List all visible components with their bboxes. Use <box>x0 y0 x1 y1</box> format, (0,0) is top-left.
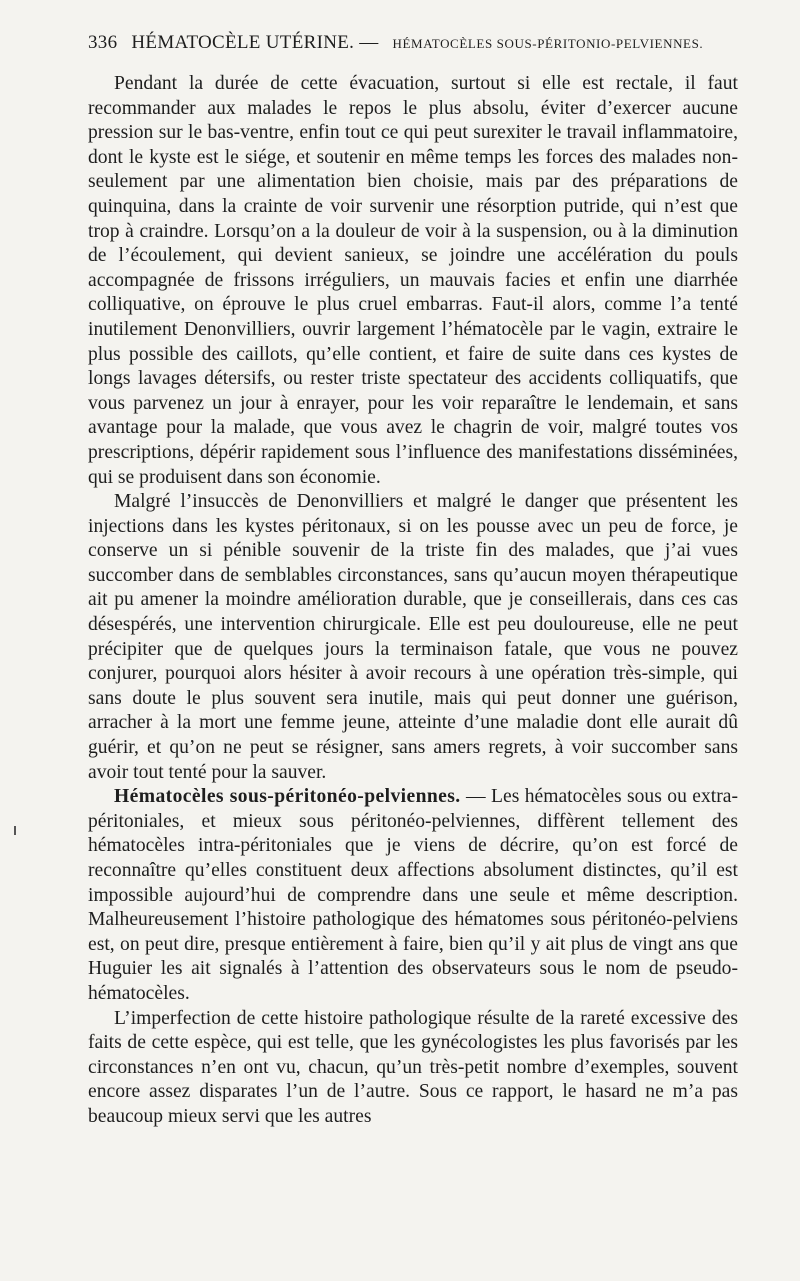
paragraph-3-text: — Les hématocèles sous ou extra-péritoniales, et mieux sous péritonéo-pelviennes, diffèrent tellement des hématocèles intra-péritoniales que je viens de décrire, qu’on est forcé de reconnaître qu’elles constituent deux affections absolument distinctes, qu’il est impossible aujourd’hui de comprendre dans une seule et même description. Malheureusement l’histoire pathologique des hématomes sous péritonéo-pelviens est, on peut dire, presque entièrement à faire, bien qu’il y ait plus de vingt ans que Huguier les ait signalés à l’attention des observateurs sous le nom de pseudo-hématocèles. <box>88 786 738 1004</box>
paragraph-4: L’imperfection de cette histoire pathologique résulte de la rareté excessive des faits de cette espèce, qui est telle, que les gynécologistes les plus favorisés par les circonstances n’en ont vu, chacun, qu’un très-petit nombre d’exemples, souvent encore assez disparates l’un de l’autre. Sous ce rapport, le hasard ne m’a pas beaucoup mieux servi que les autres <box>88 1007 738 1127</box>
margin-mark <box>14 826 16 835</box>
paragraph-3 <box>88 785 738 1006</box>
section-running-title: HÉMATOCÈLES SOUS-PÉRITONIO-PELVIENNES. <box>392 36 704 51</box>
section-heading: Hématocèles sous-péritonéo-pelviennes. <box>114 786 461 808</box>
running-title: HÉMATOCÈLE UTÉRINE. — <box>131 32 379 53</box>
page-body <box>88 72 738 1130</box>
paragraph-1: Pendant la durée de cette évacuation, surtout si elle est rectale, il faut recommander aux malades le repos le plus absolu, éviter d’exercer aucune pression sur le bas-ventre, enfin tout ce qui peut surexiter le travail inflammatoire, dont le kyste est le siége, et soutenir en même temps les forces des malades non-seulement par une alimentation bien choisie, mais par des préparations de quinquina, dans la crainte de voir survenir une résorption putride, qui n’est que trop à craindre. Lorsqu’on a la douleur de voir à la suspension, ou à la diminution de l’écoulement, qui devient sanieux, se joindre une accélération du pouls accompagnée de frissons irréguliers, un mauvais facies et enfin une diarrhée colliquative, on éprouve le plus cruel embarras. Faut-il alors, comme l’a tenté inutilement Denonvilliers, ouvrir largement l’hématocèle par le vagin, extraire le plus possible des caillots, qu’elle contient, et faire de suite dans ces kystes de longs lavages détersifs, ou rester triste spectateur des accidents colliquatifs, que vous parvenez un jour à enrayer, pour les voir reparaître le lendemain, et sans avantage pour la malade, que vous avez le chagrin de voir, malgré toutes vos prescriptions, dépérir rapidement sous l’influence des manifestations disséminées, qui se produisent dans son économie. <box>88 73 738 488</box>
paragraph-2: Malgré l’insuccès de Denonvilliers et malgré le danger que présentent les injections dans les kystes péritonaux, si on les pousse avec un peu de force, je conserve un si pénible souvenir de la triste fin des malades, que j’ai vues succomber dans de semblables circonstances, sans qu’aucun moyen thérapeutique ait pu amener la moindre amélioration durable, que je conseillerais, dans ces cas désespérés, une intervention chirurgicale. Elle est peu douloureuse, elle ne peut précipiter que de quelques jours la terminaison fatale, que vous ne pouvez conjurer, pourquoi alors hésiter à avoir recours à une opération très-simple, qui sans doute le plus souvent sera inutile, mais qui peut donner une guérison, arracher à la mort une femme jeune, atteinte d’une maladie dont elle aurait dû guérir, et qu’on ne peut se résigner, sans amers regrets, à voir succomber sans avoir tout tenté pour la sauver. <box>88 491 738 783</box>
running-header <box>88 32 738 72</box>
page-number: 336 <box>88 32 118 53</box>
